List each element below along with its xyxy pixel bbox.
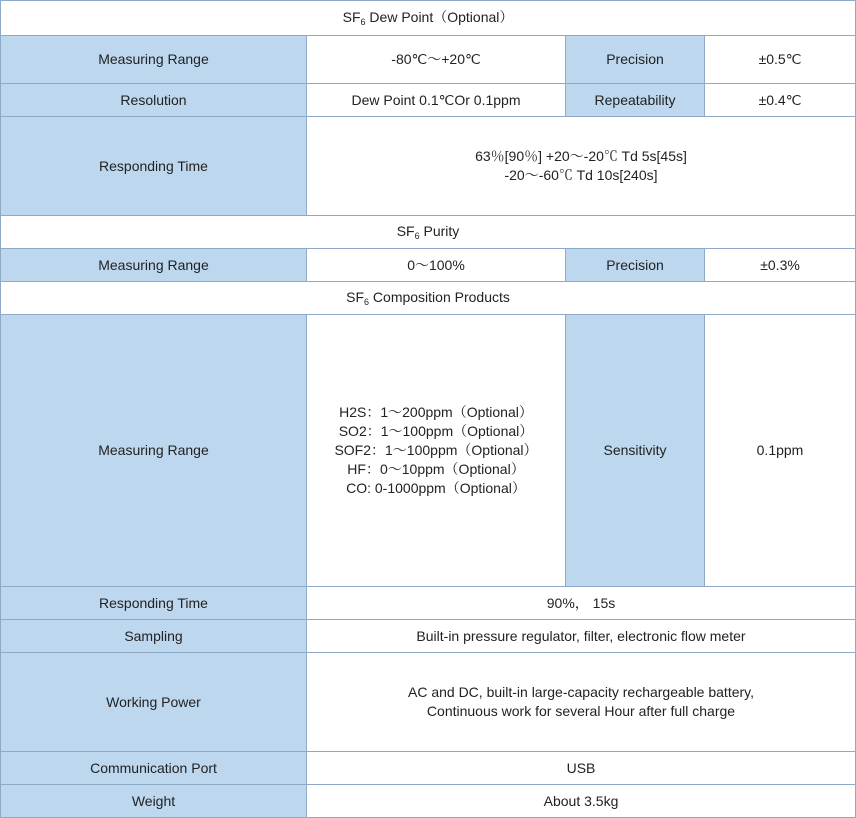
working-power-line: AC and DC, built-in large-capacity rechargeable battery,: [407, 684, 755, 700]
dew-point-measuring-range-label: Measuring Range: [1, 36, 307, 84]
gas-range-line: SO2：1～100ppm（Optional）: [338, 423, 534, 439]
resolution-value: Dew Point 0.1℃Or 0.1ppm: [307, 84, 566, 117]
purity-measuring-range-label: Measuring Range: [1, 249, 307, 282]
general-responding-time-value: 90%， 15s: [307, 587, 856, 620]
responding-time-line: 63％[90％] +20～-20℃ Td 5s[45s]: [475, 148, 687, 164]
repeatability-value: ±0.4℃: [705, 84, 856, 117]
section-title-composition: $SF_6$ Composition Products: [1, 282, 856, 315]
communication-port-label: Communication Port: [1, 752, 307, 785]
purity-measuring-range-value: 0～100%: [307, 249, 566, 282]
sampling-label: Sampling: [1, 620, 307, 653]
dew-point-precision-label: Precision: [566, 36, 705, 84]
purity-precision-value: ±0.3%: [705, 249, 856, 282]
composition-measuring-range-label: Measuring Range: [1, 315, 307, 587]
working-power-line: Continuous work for several Hour after full charge: [426, 703, 736, 719]
gas-range-line: SOF2：1～100ppm（Optional）: [334, 442, 538, 458]
dew-point-responding-time-value: [307, 117, 856, 216]
gas-range-line: HF：0～10ppm（Optional）: [347, 461, 525, 477]
weight-label: Weight: [1, 785, 307, 818]
working-power-value: [307, 653, 856, 752]
dew-point-responding-time-label: Responding Time: [1, 117, 307, 216]
working-power-label: Working Power: [1, 653, 307, 752]
sensitivity-value: 0.1ppm: [705, 315, 856, 587]
composition-measuring-range-value: [307, 315, 566, 587]
resolution-label: Resolution: [1, 84, 307, 117]
gas-range-line: CO: 0-1000ppm（Optional）: [346, 480, 526, 496]
purity-precision-label: Precision: [566, 249, 705, 282]
dew-point-precision-value: ±0.5℃: [705, 36, 856, 84]
dew-point-measuring-range-value: -80℃～+20℃: [307, 36, 566, 84]
weight-value: About 3.5kg: [307, 785, 856, 818]
communication-port-value: USB: [307, 752, 856, 785]
sampling-value: Built-in pressure regulator, filter, electronic flow meter: [307, 620, 856, 653]
responding-time-line: -20～-60℃ Td 10s[240s]: [504, 167, 658, 183]
general-responding-time-label: Responding Time: [1, 587, 307, 620]
section-title-purity: $SF_6$ Purity: [1, 216, 856, 249]
repeatability-label: Repeatability: [566, 84, 705, 117]
gas-range-line: H2S：1～200ppm（Optional）: [339, 404, 533, 420]
sensitivity-label: Sensitivity: [566, 315, 705, 587]
section-title-dew-point: $SF_6$ Dew Point（Optional）: [1, 1, 856, 36]
